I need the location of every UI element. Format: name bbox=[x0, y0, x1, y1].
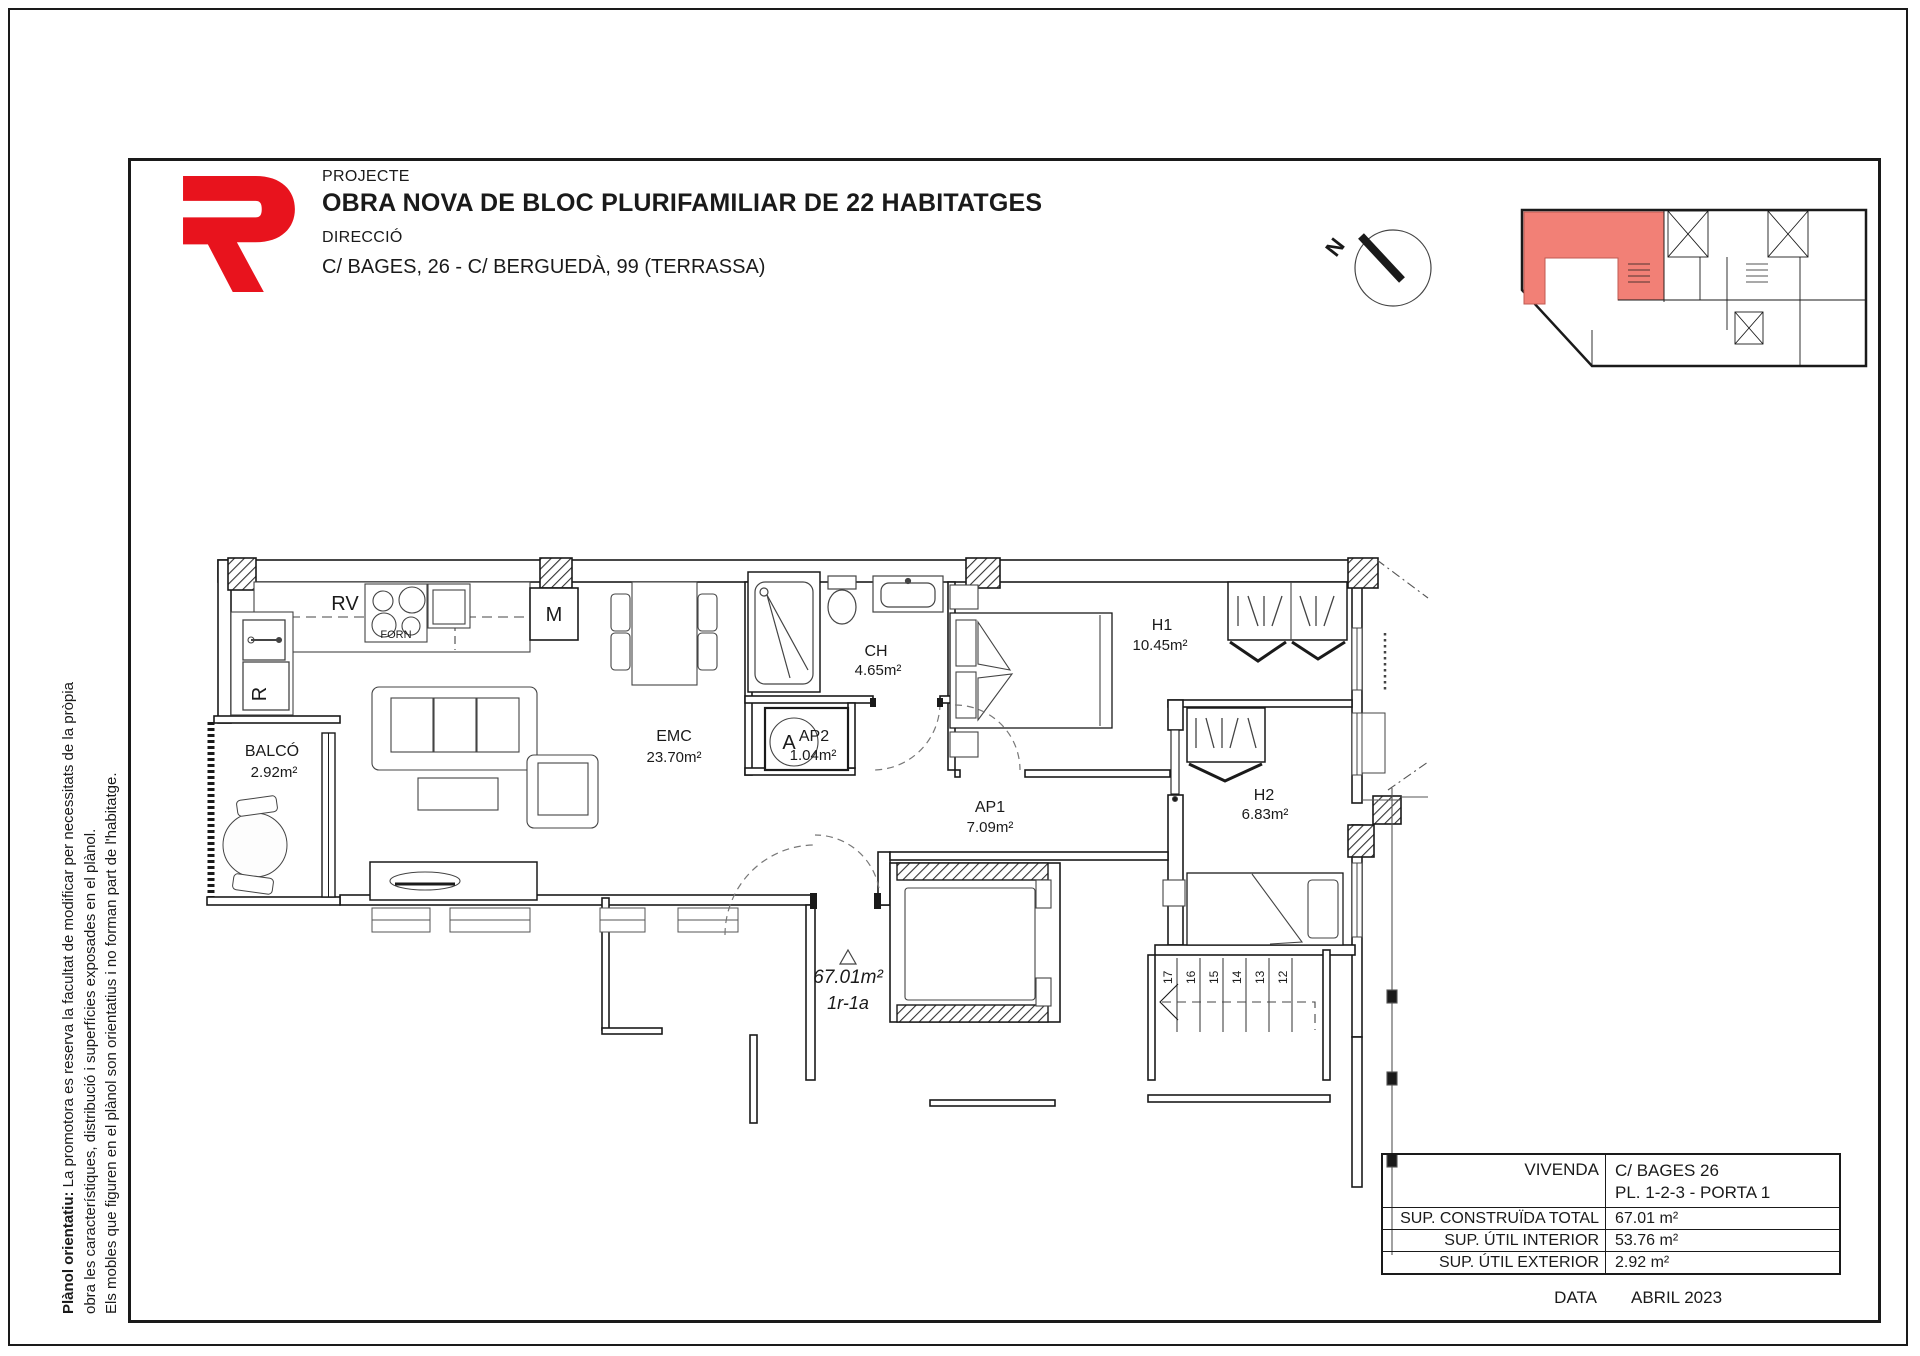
project-title: OBRA NOVA DE BLOC PLURIFAMILIAR DE 22 HABITATGES bbox=[322, 189, 1043, 217]
svg-text:15: 15 bbox=[1207, 970, 1221, 984]
h2-furniture bbox=[1163, 708, 1343, 945]
room-h2-area: 6.83m² bbox=[1241, 806, 1289, 823]
data-value: ABRIL 2023 bbox=[1631, 1288, 1723, 1307]
room-balco-area: 2.92m² bbox=[250, 764, 298, 781]
svg-text:17: 17 bbox=[1161, 970, 1175, 984]
key-plan bbox=[1522, 210, 1866, 366]
projecte-label: PROJECTE bbox=[322, 168, 410, 185]
room-emc-area: 23.70m² bbox=[646, 749, 702, 766]
north-arrow-icon bbox=[1320, 230, 1431, 306]
oven-forn-label: FORN bbox=[380, 629, 412, 641]
boiler-a-label: A bbox=[782, 732, 796, 754]
svg-text:12: 12 bbox=[1276, 970, 1290, 984]
room-h1-area: 10.45m² bbox=[1132, 637, 1188, 654]
elevator bbox=[890, 863, 1060, 1022]
svg-text:14: 14 bbox=[1230, 970, 1244, 984]
info-table bbox=[1381, 1153, 1841, 1275]
room-balco-name: BALCÓ bbox=[244, 743, 300, 760]
room-ch-name: CH bbox=[864, 643, 888, 660]
svg-text:13: 13 bbox=[1253, 970, 1267, 984]
unit-floor-plan bbox=[207, 558, 1428, 1255]
disclaimer-line-1: Plànol orientatiu: La promotora es reserva la facultat de modificar per necessitats de la pròpia bbox=[60, 682, 77, 1314]
room-h2-name: H2 bbox=[1253, 787, 1275, 804]
sup-util-interior-value: 53.76 m² bbox=[1605, 1229, 1839, 1251]
room-ch-area: 4.65m² bbox=[854, 662, 902, 679]
sup-construida-value: 67.01 m² bbox=[1605, 1207, 1839, 1229]
sup-util-exterior-value: 2.92 m² bbox=[1605, 1251, 1839, 1273]
unit-code-label: 1r-1a bbox=[827, 993, 869, 1013]
sup-util-interior-label: SUP. ÚTIL INTERIOR bbox=[1383, 1229, 1605, 1251]
fridge-r-label: R bbox=[249, 686, 271, 702]
room-ap2-name: AP2 bbox=[798, 728, 830, 745]
vivenda-label: VIVENDA bbox=[1524, 1160, 1599, 1179]
room-h1-name: H1 bbox=[1151, 617, 1173, 634]
staircase bbox=[1160, 958, 1315, 1032]
kitchen-rv-label: RV bbox=[331, 593, 359, 615]
h1-furniture bbox=[950, 582, 1347, 757]
date-row bbox=[1381, 1288, 1841, 1308]
project-address: C/ BAGES, 26 - C/ BERGUEDÀ, 99 (TERRASSA) bbox=[322, 256, 766, 278]
washer-m-label: M bbox=[545, 604, 563, 626]
vivenda-value: C/ BAGES 26 PL. 1-2-3 - PORTA 1 bbox=[1605, 1155, 1839, 1207]
room-ap1-area: 7.09m² bbox=[966, 819, 1014, 836]
vestibule-label bbox=[813, 950, 883, 1013]
room-ap1-name: AP1 bbox=[974, 799, 1006, 816]
room-ap2-area: 1.04m² bbox=[789, 747, 837, 764]
svg-text:16: 16 bbox=[1184, 970, 1198, 984]
disclaimer-line-2: obra les característiques, distribució i superfícies exposades en el plànol. bbox=[81, 828, 99, 1314]
bathroom-fixtures bbox=[748, 572, 943, 692]
north-label: N bbox=[1320, 233, 1350, 262]
living-furniture bbox=[370, 687, 598, 900]
lower-sill-windows bbox=[372, 908, 738, 932]
stair-numbers bbox=[1161, 970, 1290, 984]
direccio-label: DIRECCIÓ bbox=[322, 229, 403, 246]
disclaimer-line-3: Els mobles que figuren en el plànol son orientatius i no forman part de l'habitatge. bbox=[103, 772, 120, 1314]
total-area-label: 67.01m² bbox=[813, 967, 883, 988]
disclaimer-text bbox=[58, 514, 123, 1314]
data-label: DATA bbox=[1554, 1288, 1597, 1307]
site-boundary-lines bbox=[1362, 560, 1428, 1255]
dining-table bbox=[611, 582, 717, 685]
sup-construida-label: SUP. CONSTRUÏDA TOTAL bbox=[1383, 1207, 1605, 1229]
sup-util-exterior-label: SUP. ÚTIL EXTERIOR bbox=[1383, 1251, 1605, 1273]
room-emc-name: EMC bbox=[656, 728, 692, 745]
